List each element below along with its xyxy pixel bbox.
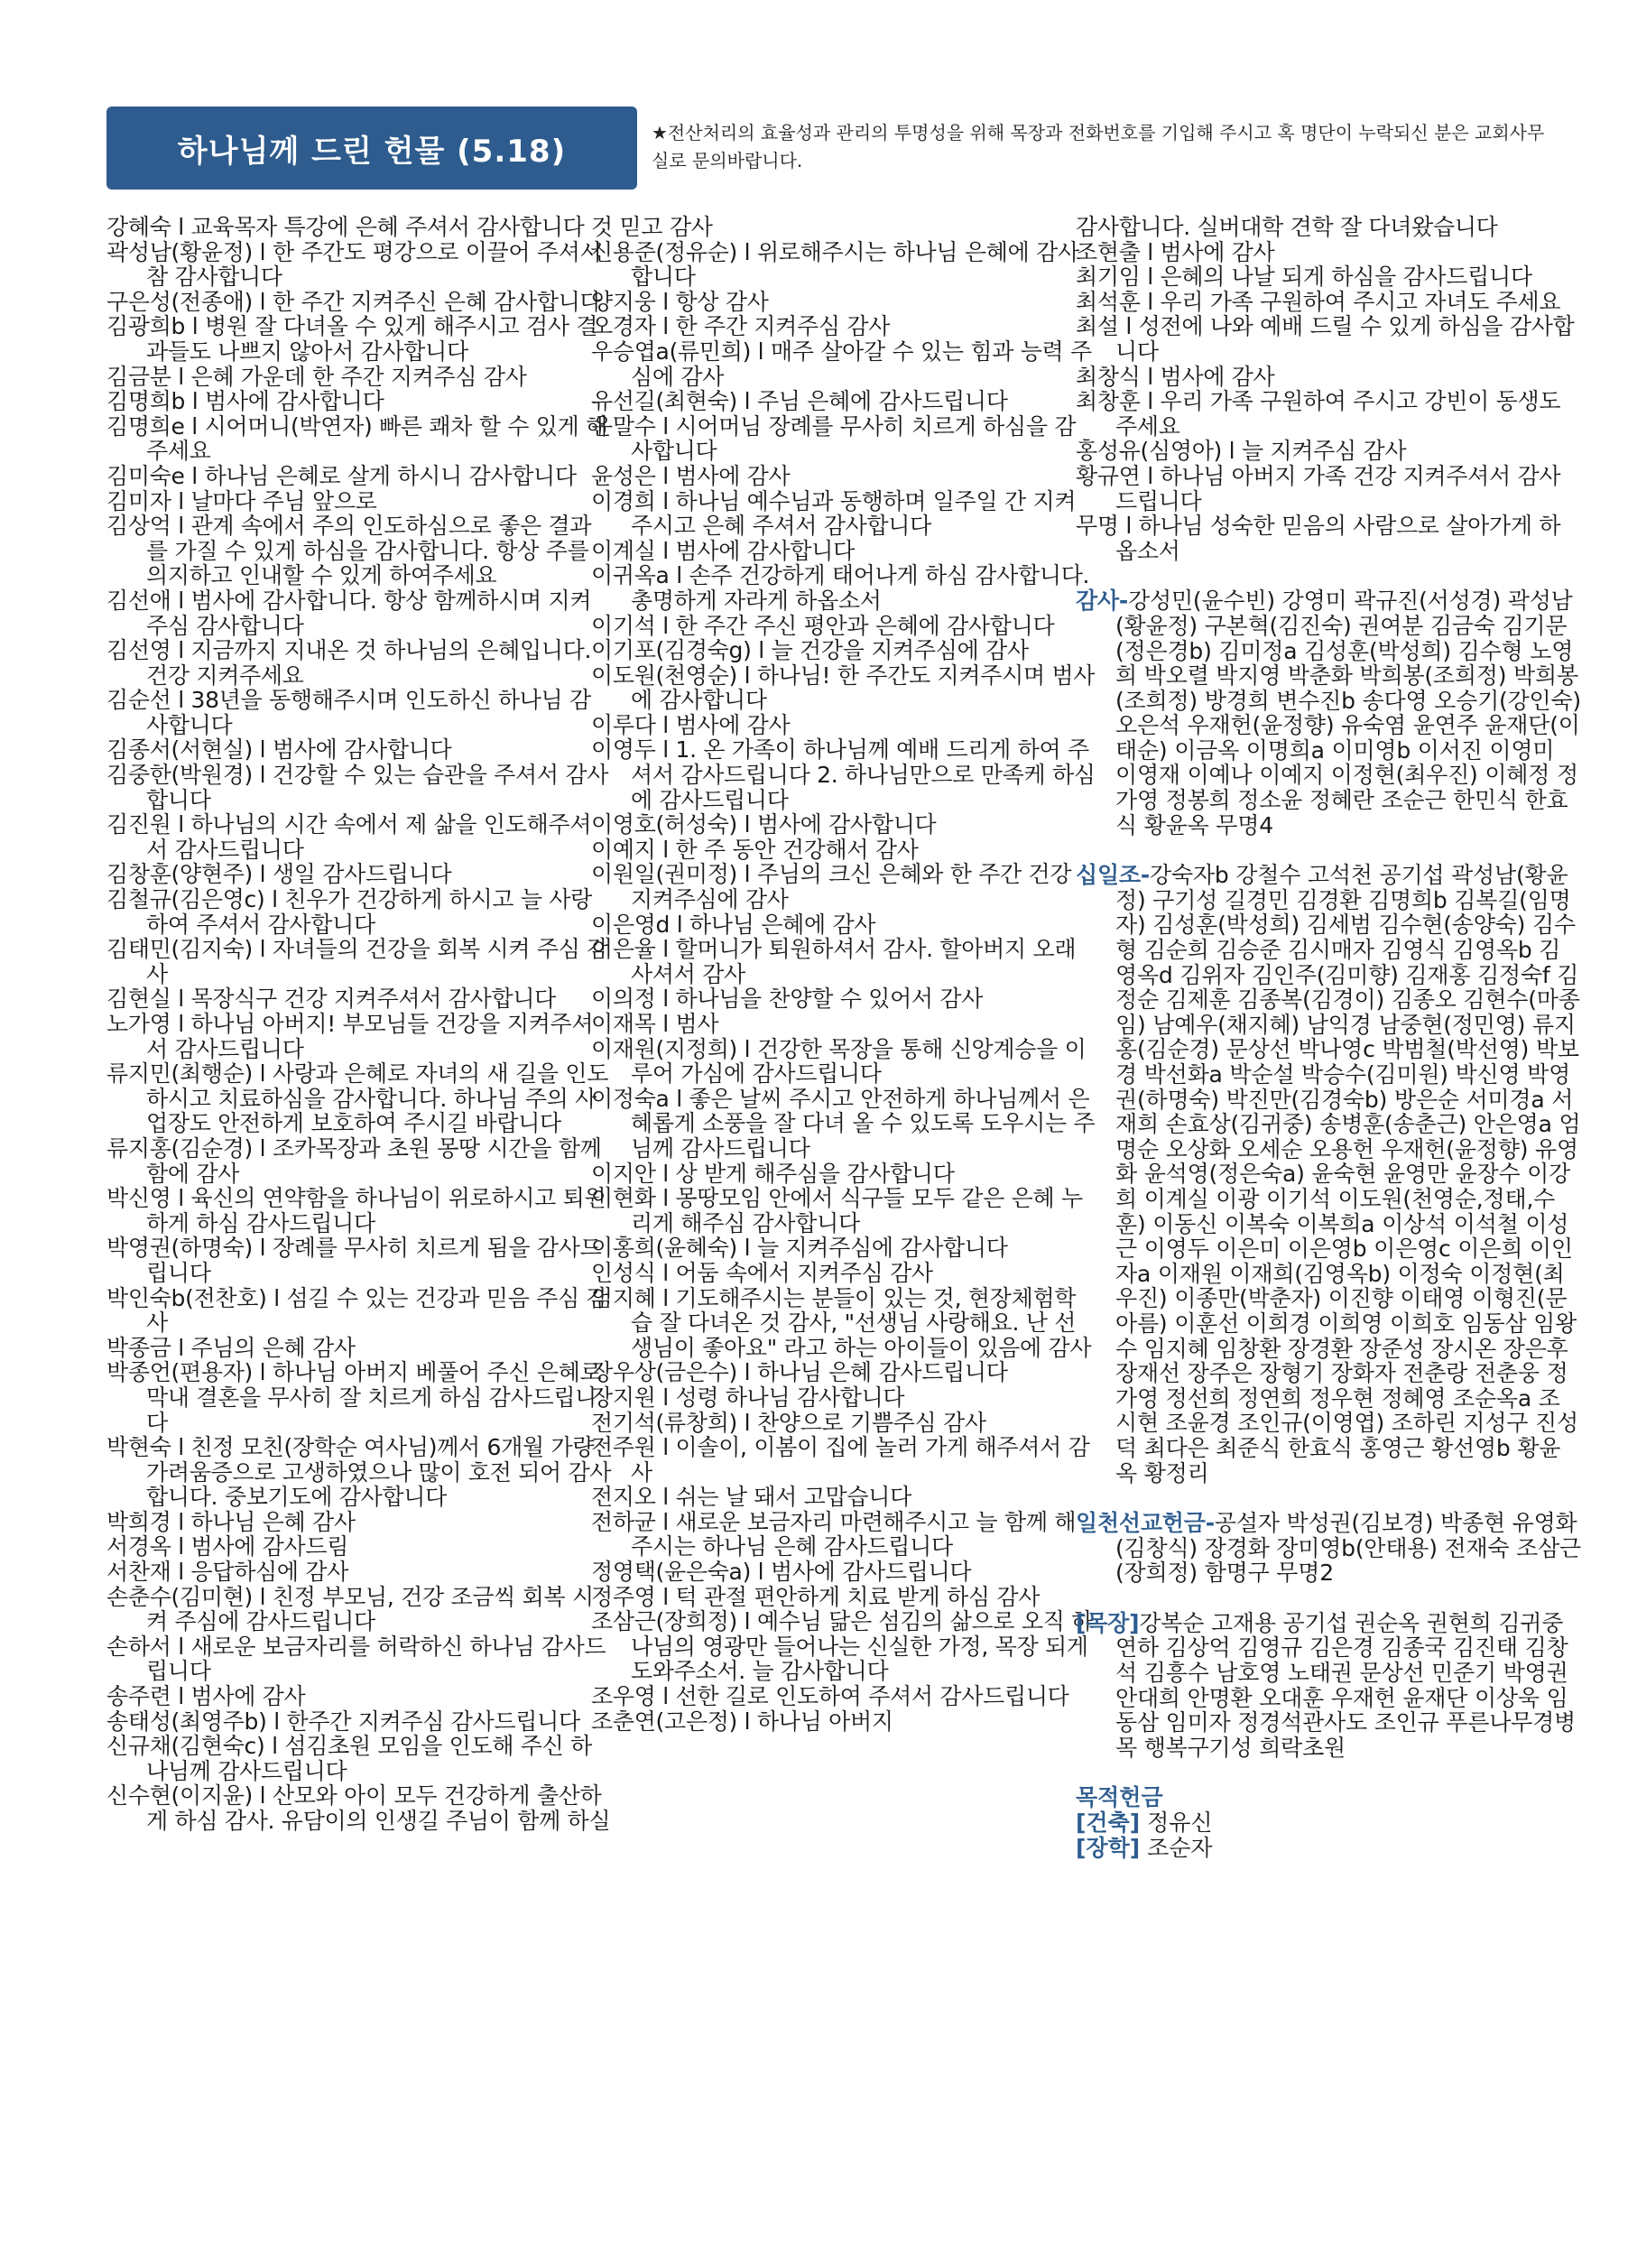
offering-entry: 이정숙a l 좋은 날씨 주시고 안전하게 하나님께서 은혜롭게 소풍을 잘 다녀 올 수 있도록 도우시는 주님께 감사드립니다 <box>591 1085 1096 1162</box>
offering-entry: 송주련 l 범사에 감사 <box>106 1683 306 1710</box>
offering-entry: 이기포(김경숙g) l 늘 건강을 지켜주심에 감사 <box>591 637 1029 664</box>
offering-entry: 김상억 l 관계 속에서 주의 인도하심으로 좋은 결과를 가질 수 있게 하심을 감사합니다. 항상 주를 의지하고 인내할 수 있게 하여주세요 <box>106 513 592 589</box>
offering-entry: 전하균 l 새로운 보금자리 마련해주시고 늘 함께 해주시는 하나님 은혜 감사드립니다 <box>591 1508 1077 1560</box>
offering-entry: 이은율 l 할머니가 퇴원하셔서 감사. 할아버지 오래 사셔서 감사 <box>591 936 1077 987</box>
offering-entry: 박신영 l 육신의 연약함을 하나님이 위로하시고 퇴원하게 하심 감사드립니다 <box>106 1185 606 1236</box>
offering-list-3 <box>1076 215 1581 563</box>
offering-entry: 조삼근(장희정) l 예수님 닮은 섬김의 삶으로 오직 하나님의 영광만 들어나는 신실한 가정, 목장 되게 도와주소서. 늘 감사합니다 <box>591 1608 1094 1685</box>
page-title-banner <box>106 106 637 190</box>
offering-entry: 장지원 l 성령 하나님 감사합니다 <box>591 1384 905 1411</box>
offering-entry: 홍성유(심영아) l 늘 지켜주심 감사 <box>1076 438 1407 465</box>
offering-entry: 양지웅 l 항상 감사 <box>591 288 769 315</box>
offering-entry: 김철규(김은영c) l 친우가 건강하게 하시고 늘 사랑하여 주셔서 감사합니다 <box>106 886 593 938</box>
notice-text: ★전산처리의 효율성과 관리의 투명성을 위해 목장과 전화번호를 기입해 주시고 혹 명단이 누락되신 분은 교회사무실로 문의바랍니다. <box>652 122 1545 171</box>
offering-entry: 이기석 l 한 주간 주신 평안과 은혜에 감사합니다 <box>591 612 1055 639</box>
offering-entry: 정영택(윤은숙a) l 범사에 감사드립니다 <box>591 1559 972 1586</box>
offering-entry: 인성식 l 어둠 속에서 지켜주심 감사 <box>591 1259 933 1286</box>
offering-entry: 윤말수 l 시어머님 장례를 무사히 치르게 하심을 감사합니다 <box>591 412 1077 465</box>
offering-entry: 조춘연(고은정) l 하나님 아버지 <box>591 1708 893 1735</box>
offering-entry: 이영두 l 1. 온 가족이 하나님께 예배 드리게 하여 주셔서 감사드립니다 2. 하나님만으로 만족케 하심에 감사드립니다 <box>591 736 1096 813</box>
purpose-scholarship: [장학] 조순자 <box>1076 1834 1213 1861</box>
offering-entry: 무명 l 하나님 성숙한 믿음의 사람으로 살아가게 하옵소서 <box>1076 513 1561 564</box>
group-tithe: 십일조-강숙자b 강철수 고석천 공기섭 곽성남(황윤정) 구기성 길경민 김경환 김명희b 김복길(임명자) 김성훈(박성희) 김세범 김수현(송양숙) 김수형 김순희 김승준 김시매자 김영식 김영옥b 김영옥d 김위자 김인주(김미향) 김재홍 김정숙f 김정순 김제훈 김종복(김경이) 김종오 김현수(마종임) 남예우(채지혜) 남익경 남중현(정민영) 류지홍(김순경) 문상선 박나영c 박범철(박선영) 박보경 박선화a 박순설 박승수(김미원) 박신영 박영권(하명숙) 박진만(김경숙b) 방은순 서미경a 서재희 손효상(김귀중) 송병훈(송춘근) 안은영a 엄명순 오상화 오세순 오용헌 우재헌(윤정향) 유영화 윤석영(정은숙a) 윤숙현 윤영만 윤장수 이강희 이계실 이광 이기석 이도원(천영순,정태,수훈) 이동신 이복숙 이복희a 이상석 이석철 이성근 이영두 이은미 이은영b 이은영c 이은희 이인자a 이재원 이재희(김영옥b) 이정숙 이정현(최우진) 이종만(박춘자) 이진향 이태영 이형진(문아름) 이훈선 이희경 이희영 이희호 임동삼 임왕수 임지혜 임창환 장경환 장준성 장시온 장은후 장재선 장주은 장형기 장화자 전춘랑 전춘웅 정가영 정선희 정연희 정우현 정혜영 조순옥a 조시현 조윤경 조인규(이영엽) 조하린 지성구 진성덕 최다은 최준식 한효식 홍영근 황선영b 황윤옥 황정리 <box>1076 862 1581 1486</box>
purpose-building: [건축] 정유신 <box>1076 1810 1213 1837</box>
offering-entry: 조우영 l 선한 길로 인도하여 주셔서 감사드립니다 <box>591 1683 1069 1710</box>
offering-entry: 김명희e l 시어머니(박연자) 빠른 쾌차 할 수 있게 해주세요 <box>106 412 607 465</box>
group-mission: 일천선교헌금-공설자 박성권(김보경) 박종현 유영화(김창식) 장경화 장미영b(안태용) 전재숙 조삼근(장희정) 함명구 무명2 <box>1076 1510 1581 1587</box>
offering-entry: 류지민(최행순) l 사랑과 은혜로 자녀의 새 길을 인도하시고 치료하심을 감사합니다. 하나님 주의 사업장도 안전하게 보호하여 주시길 바랍니다 <box>106 1060 609 1137</box>
offering-column-2 <box>591 215 1096 1734</box>
page-title: 하나님께 드린 헌물 (5.18) <box>177 133 567 170</box>
offering-entry: 최설 l 성전에 나와 예배 드릴 수 있게 하심을 감사합니다 <box>1076 313 1575 365</box>
offering-entry: 윤성은 l 범사에 감사 <box>591 462 791 489</box>
offering-entry: 이재목 l 범사 <box>591 1011 719 1037</box>
offering-entry: 이원일(권미정) l 주님의 크신 은혜와 한 주간 건강 지켜주심에 감사 <box>591 861 1072 913</box>
purpose-title: 목적헌금 <box>1076 1784 1163 1811</box>
offering-entry: 조현출 l 범사에 감사 <box>1076 238 1275 265</box>
offering-entry: 전주원 l 이솔이, 이봄이 집에 놀러 가게 해주셔서 감사 <box>591 1434 1090 1486</box>
offering-entry: 김중한(박원경) l 건강할 수 있는 습관을 주셔서 감사합니다 <box>106 762 609 813</box>
offering-entry: 곽성남(황윤정) l 한 주간도 평강으로 이끌어 주셔서 참 감사합니다 <box>106 238 602 291</box>
offering-entry: 이지안 l 상 받게 해주심을 감사합니다 <box>591 1160 955 1187</box>
offering-entry: 황규연 l 하나님 아버지 가족 건강 지켜주셔서 감사드립니다 <box>1076 462 1561 514</box>
offering-entry: 박희경 l 하나님 은혜 감사 <box>106 1508 356 1535</box>
group-mokjang: [목장]강복순 고재용 공기섭 권순옥 권현희 김귀중연하 김상억 김영규 김은경 김종국 김진태 김창석 김흥수 남호영 노태권 문상선 민준기 박영권 안대희 안명환 오대훈 우재헌 윤재단 이상욱 임동삼 임미자 정경석관사도 조인규 푸른나무경병목 행복구기성 희락초원 <box>1076 1609 1576 1761</box>
offering-entry: 손춘수(김미현) l 친정 부모님, 건강 조금씩 회복 시켜 주심에 감사드립니다 <box>106 1583 594 1635</box>
offering-entry: 서찬재 l 응답하심에 감사 <box>106 1559 349 1586</box>
offering-entry: 박종언(편용자) l 하나님 아버지 베풀어 주신 은혜로 막내 결혼을 무사히 잘 치르게 하심 감사드립니다 <box>106 1359 602 1436</box>
offering-entry: 강혜숙 l 교육목자 특강에 은혜 주셔서 감사합니다 <box>106 214 585 240</box>
offering-entry: 김현실 l 목장식구 건강 지켜주셔서 감사합니다 <box>106 986 557 1013</box>
offering-entry: 이루다 l 범사에 감사 <box>591 711 791 738</box>
offering-entry: 김순선 l 38년을 동행해주시며 인도하신 하나님 감사합니다 <box>106 687 591 738</box>
offering-entry: 최석훈 l 우리 가족 구원하여 주시고 자녀도 주세요 <box>1076 288 1561 315</box>
offering-entry: 장우상(금은수) l 하나님 은혜 감사드립니다 <box>591 1359 1008 1386</box>
offering-entry: 이은영d l 하나님 은혜에 감사 <box>591 911 876 938</box>
offering-entry: 최창식 l 범사에 감사 <box>1076 363 1275 390</box>
offering-entry: 이경희 l 하나님 예수님과 동행하며 일주일 간 지켜주시고 은혜 주셔서 감사합니다 <box>591 487 1077 540</box>
offering-entry: 유선길(최현숙) l 주님 은혜에 감사드립니다 <box>591 388 1008 415</box>
offering-entry: 김태민(김지숙) l 자녀들의 건강을 회복 시켜 주심 감사 <box>106 936 609 987</box>
offering-entry: 신용준(정유순) l 위로해주시는 하나님 은혜에 감사합니다 <box>591 238 1079 291</box>
offering-entry: 최기임 l 은혜의 나날 되게 하심을 감사드립니다 <box>1076 264 1532 291</box>
offering-entry: 이현화 l 몽땅모임 안에서 식구들 모두 같은 은혜 누리게 해주심 감사합니다 <box>591 1185 1083 1236</box>
offering-entry: 박영권(하명숙) l 장례를 무사히 치르게 됨을 감사드립니다 <box>106 1235 602 1286</box>
offering-entry: 감사합니다. 실버대학 견학 잘 다녀왔습니다 <box>1076 214 1498 240</box>
offering-entry: 정주영 l 턱 관절 편안하게 치료 받게 하심 감사 <box>591 1583 1041 1610</box>
offering-entry: 박인숙b(전찬호) l 섬길 수 있는 건강과 믿음 주심 감사 <box>106 1284 608 1337</box>
offering-entry: 손하서 l 새로운 보금자리를 허락하신 하나님 감사드립니다 <box>106 1633 606 1685</box>
offering-entry: 최창훈 l 우리 가족 구원하여 주시고 강빈이 동생도 주세요 <box>1076 388 1561 440</box>
offering-entry: 이의정 l 하나님을 찬양할 수 있어서 감사 <box>591 986 984 1013</box>
offering-entry: 박종금 l 주님의 은혜 감사 <box>106 1334 356 1361</box>
offering-entry: 이예지 l 한 주 동안 건강해서 감사 <box>591 836 919 863</box>
offering-entry: 이재원(지정희) l 건강한 목장을 통해 신앙계승을 이루어 가심에 감사드립니다 <box>591 1035 1087 1088</box>
offering-entry: 김종서(서현실) l 범사에 감사합니다 <box>106 736 452 764</box>
offering-entry: 이홍희(윤혜숙) l 늘 지켜주심에 감사합니다 <box>591 1235 1008 1262</box>
offering-entry: 송태성(최영주b) l 한주간 지켜주심 감사드립니다 <box>106 1708 580 1735</box>
offering-entry: 신수현(이지윤) l 산모와 아이 모두 건강하게 출산하게 하심 감사. 유담이의 인생길 주님이 함께 하실 <box>106 1782 611 1834</box>
offering-column-1 <box>106 215 612 1834</box>
offering-entry: 이귀옥a l 손주 건강하게 태어나게 하심 감사합니다. 총명하게 자라게 하옵소서 <box>591 562 1090 614</box>
offering-entry: 김금분 l 은혜 가운데 한 주간 지켜주심 감사 <box>106 363 527 390</box>
offering-entry: 오경자 l 한 주간 지켜주심 감사 <box>591 313 891 340</box>
offering-entry: 이영호(허성숙) l 범사에 감사합니다 <box>591 811 937 838</box>
offering-entry: 노가영 l 하나님 아버지! 부모님들 건강을 지켜주셔서 감사드립니다 <box>106 1011 594 1062</box>
offering-entry: 전기석(류창희) l 찬양으로 기쁨주심 감사 <box>591 1409 986 1436</box>
offering-entry: 것 믿고 감사 <box>591 214 713 240</box>
offering-entry: 김광희b l 병원 잘 다녀올 수 있게 해주시고 검사 결과들도 나쁘지 않아서 감사합니다 <box>106 313 598 365</box>
offering-entry: 구은성(전종애) l 한 주간 지켜주신 은혜 감사합니다 <box>106 288 602 315</box>
offering-entry: 신규채(김현숙c) l 섬김초원 모임을 인도해 주신 하나님께 감사드립니다 <box>106 1733 593 1784</box>
offering-entry: 김창훈(양현주) l 생일 감사드립니다 <box>106 861 452 888</box>
offering-entry: 우승엽a(류민희) l 매주 살아갈 수 있는 힘과 능력 주심에 감사 <box>591 338 1092 390</box>
offering-entry: 김선영 l 지금까지 지내온 것 하나님의 은혜입니다. 건강 지켜주세요 <box>106 637 592 689</box>
offering-entry: 임지혜 l 기도해주시는 분들이 있는 것, 현장체험학습 잘 다녀온 것 감사, "선생님 사랑해요. 난 선생님이 좋아요" 라고 하는 아이들이 있음에 감사 <box>591 1284 1092 1361</box>
offering-entry: 김명희b l 범사에 감사합니다 <box>106 388 384 415</box>
offering-entry: 김선애 l 범사에 감사합니다. 항상 함께하시며 지켜주심 감사합니다 <box>106 587 592 639</box>
offering-entry: 김미자 l 날마다 주님 앞으로 <box>106 487 377 514</box>
offering-entry: 김진원 l 하나님의 시간 속에서 제 삶을 인도해주셔서 감사드립니다 <box>106 811 592 863</box>
offering-column-3 <box>1076 215 1581 1860</box>
offering-entry: 이계실 l 범사에 감사합니다 <box>591 537 855 564</box>
offering-entry: 서경옥 l 범사에 감사드림 <box>106 1533 349 1560</box>
offering-entry: 전지오 l 쉬는 날 돼서 고맙습니다 <box>591 1484 911 1511</box>
group-thanks: 감사-강성민(윤수빈) 강영미 곽규진(서성경) 곽성남(황윤정) 구본혁(김진숙) 권여분 김금숙 김기문(정은경b) 김미정a 김성훈(박성희) 김수형 노영희 박오렬 박지영 박춘화 박희봉(조희정) 박희봉(조희정) 방경희 변수진b 송다영 오승기(강인숙) 오은석 우재헌(윤정향) 유숙염 윤연주 윤재단(이태순) 이금옥 이명희a 이미영b 이서진 이영미 이영재 이예나 이예지 이정현(최우진) 이혜정 정가영 정봉희 정소윤 정혜란 조순근 한민식 한효식 황윤옥 무명4 <box>1076 588 1581 838</box>
offering-entry: 김미숙e l 하나님 은혜로 살게 하시니 감사합니다 <box>106 462 577 489</box>
offering-entry: 박현숙 l 친정 모친(장학순 여사님)께서 6개월 가량 가려움증으로 고생하였으나 많이 호전 되어 감사합니다. 중보기도에 감사합니다 <box>106 1434 612 1511</box>
offering-entry: 류지홍(김순경) l 조카목장과 초원 몽땅 시간을 함께함에 감사 <box>106 1134 602 1187</box>
offering-entry: 이도원(천영순) l 하나님! 한 주간도 지켜주시며 범사에 감사합니다 <box>591 662 1096 714</box>
